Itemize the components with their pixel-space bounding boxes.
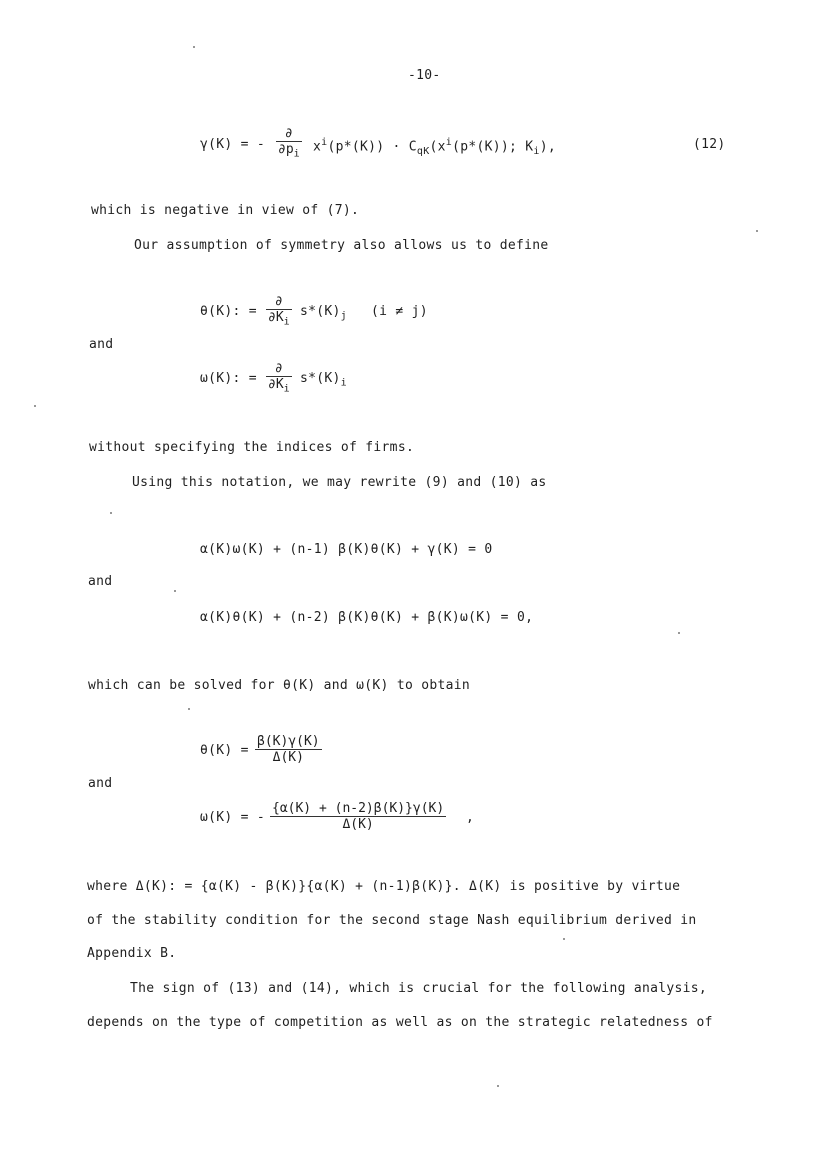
and-label-2: and bbox=[88, 574, 113, 589]
system-equation-2: α(K)θ(K) + (n-2) β(K)θ(K) + β(K)ω(K) = 0, bbox=[200, 610, 534, 625]
eq12-rhs-x: x bbox=[313, 139, 322, 155]
theta-def-den-sub: i bbox=[283, 316, 290, 328]
scan-speck bbox=[678, 632, 680, 634]
text-line-assumption: Our assumption of symmetry also allows us to define bbox=[134, 238, 549, 253]
eq12-rhs-part4: (p*(K)); K bbox=[452, 139, 534, 155]
eq12-partial-den-sub: i bbox=[293, 148, 300, 160]
text-line-using: Using this notation, we may rewrite (9) and (10) as bbox=[132, 475, 547, 490]
scan-speck bbox=[756, 230, 758, 232]
omega-sol-den: Δ(K) bbox=[342, 817, 374, 832]
paragraph-where-line-3: Appendix B. bbox=[87, 946, 177, 961]
text-line-negative: which is negative in view of (7). bbox=[91, 203, 360, 218]
paragraph-sign-line-2: depends on the type of competition as well as on the strategic relatedness of bbox=[87, 1015, 713, 1030]
scan-speck bbox=[563, 938, 565, 940]
paragraph-where-line-2: of the stability condition for the second stage Nash equilibrium derived in bbox=[87, 913, 697, 928]
scan-speck bbox=[174, 590, 176, 592]
eq12-number: (12) bbox=[693, 137, 726, 152]
theta-def-lhs: θ(K): = bbox=[200, 304, 257, 319]
omega-def-fraction bbox=[266, 361, 292, 395]
paragraph-sign-line-1: The sign of (13) and (14), which is crucial for the following analysis, bbox=[130, 981, 707, 996]
page-number: -10- bbox=[408, 68, 441, 83]
eq12-partial-num: ∂ bbox=[276, 126, 302, 142]
theta-sol-fraction bbox=[255, 734, 322, 765]
eq12-rhs-part5: ), bbox=[539, 139, 556, 155]
omega-sol-trailing-comma: , bbox=[466, 810, 475, 825]
text-line-without: without specifying the indices of firms. bbox=[89, 440, 415, 455]
omega-sol-num: {α(K) + (n-2)β(K)}γ(K) bbox=[272, 801, 445, 816]
omega-sol-lhs: ω(K) = - bbox=[200, 810, 266, 825]
eq12-rhs-part2-sub: qK bbox=[416, 145, 430, 157]
theta-sol-den: Δ(K) bbox=[272, 750, 304, 765]
omega-def-den: ∂K bbox=[268, 377, 284, 392]
eq12-partial-fraction bbox=[276, 126, 302, 160]
eq12-partial-den: ∂p bbox=[278, 142, 294, 157]
omega-def-num: ∂ bbox=[266, 361, 292, 377]
system-equation-1: α(K)ω(K) + (n-1) β(K)θ(K) + γ(K) = 0 bbox=[200, 542, 493, 557]
theta-def-condition: (i ≠ j) bbox=[371, 304, 428, 319]
and-label-1: and bbox=[89, 337, 114, 352]
eq12-rhs-part4-sub: i bbox=[533, 145, 540, 157]
and-label-3: and bbox=[88, 776, 113, 791]
theta-def-rhs: s*(K) bbox=[300, 304, 341, 319]
theta-def-rhs-sub: j bbox=[340, 310, 347, 322]
theta-sol-num: β(K)γ(K) bbox=[257, 734, 320, 749]
scan-speck bbox=[110, 512, 112, 514]
text-line-solved: which can be solved for θ(K) and ω(K) to obtain bbox=[88, 678, 470, 693]
eq12-rhs-part3-sup: i bbox=[445, 137, 453, 148]
eq12-rhs-part3: (x bbox=[429, 139, 446, 155]
scan-speck bbox=[497, 1085, 499, 1087]
scan-speck bbox=[193, 46, 195, 48]
theta-def-num: ∂ bbox=[266, 294, 292, 310]
theta-def-fraction bbox=[266, 294, 292, 328]
scan-speck bbox=[188, 708, 190, 710]
scan-speck bbox=[34, 405, 36, 407]
omega-def-den-sub: i bbox=[283, 383, 290, 395]
paragraph-where-line-1: where Δ(K): = {α(K) - β(K)}{α(K) + (n-1)β(K)}. Δ(K) is positive by virtue bbox=[87, 879, 681, 894]
eq12-rhs-x-sup: i bbox=[321, 137, 328, 148]
omega-def-rhs: s*(K) bbox=[300, 371, 341, 386]
omega-sol-fraction bbox=[270, 801, 446, 832]
theta-sol-lhs: θ(K) = bbox=[200, 743, 249, 758]
omega-def-lhs: ω(K): = bbox=[200, 371, 257, 386]
omega-def-rhs-sub: i bbox=[340, 377, 347, 389]
theta-def-den: ∂K bbox=[268, 310, 284, 325]
eq12-rhs-part2: (p*(K)) · C bbox=[327, 139, 417, 155]
eq12-lhs: γ(K) = - bbox=[200, 137, 266, 152]
